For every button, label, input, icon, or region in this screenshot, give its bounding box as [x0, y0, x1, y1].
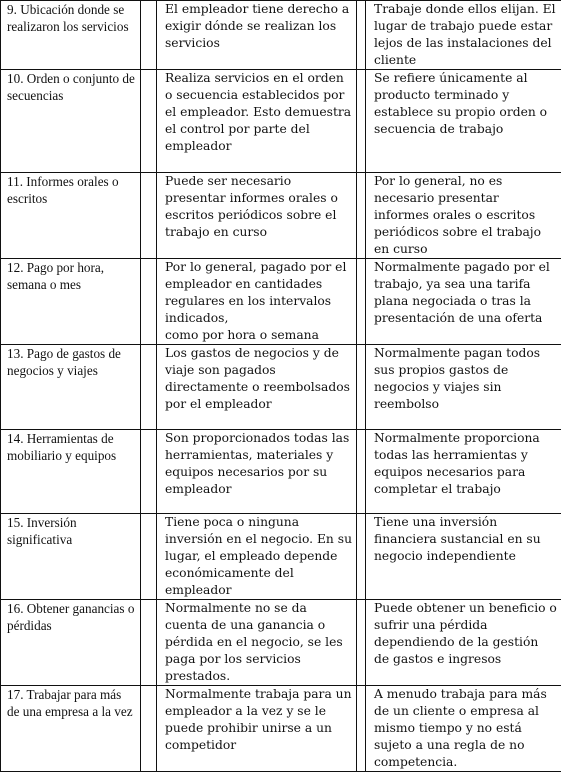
spacer-cell	[357, 430, 366, 514]
factor-cell: 15. Inversión significativa	[1, 514, 141, 600]
spacer-cell	[141, 430, 157, 514]
table-row	[1, 173, 561, 259]
contractor-cell: Por lo general, no es necesario presentar informes orales o escritos periódicos sobre el trabajo en curso	[366, 173, 561, 259]
contractor-cell: Normalmente pagado por el trabajo, ya sea una tarifa plana negociada o tras la presentación de una oferta	[366, 259, 561, 345]
table-row	[1, 345, 561, 430]
spacer-cell	[141, 686, 157, 772]
factor-cell: 9. Ubicación donde se realizaron los servicios	[1, 1, 141, 70]
employee-cell: Tiene poca o ninguna inversión en el negocio. En su lugar, el empleado depende económicamente del empleador	[157, 514, 357, 600]
contractor-cell: A menudo trabaja para más de un cliente o empresa al mismo tiempo y no está sujeto a una regla de no competencia.	[366, 686, 561, 772]
table-row	[1, 70, 561, 173]
table-row	[1, 1, 561, 70]
spacer-cell	[141, 173, 157, 259]
table-row	[1, 430, 561, 514]
employee-cell: Son proporcionados todas las herramientas, materiales y equipos necesarios por su empleador	[157, 430, 357, 514]
spacer-cell	[357, 1, 366, 70]
employee-cell: Realiza servicios en el orden o secuencia establecidos por el empleador. Esto demuestra el control por parte del empleador	[157, 70, 357, 173]
contractor-cell: Puede obtener un beneficio o sufrir una pérdida dependiendo de la gestión de gastos e ingresos	[366, 600, 561, 686]
factor-cell: 11. Informes orales o escritos	[1, 173, 141, 259]
contractor-cell: Trabaje donde ellos elijan. El lugar de trabajo puede estar lejos de las instalaciones del cliente	[366, 1, 561, 70]
employee-cell: Normalmente trabaja para un empleador a la vez y se le puede prohibir unirse a un competidor	[157, 686, 357, 772]
factor-cell: 12. Pago por hora, semana o mes	[1, 259, 141, 345]
spacer-cell	[141, 600, 157, 686]
spacer-cell	[357, 686, 366, 772]
factor-cell: 16. Obtener ganancias o pérdidas	[1, 600, 141, 686]
table-row	[1, 686, 561, 772]
contractor-cell: Normalmente proporciona todas las herramientas y equipos necesarios para completar el trabajo	[366, 430, 561, 514]
employee-cell: Puede ser necesario presentar informes orales o escritos periódicos sobre el trabajo en curso	[157, 173, 357, 259]
factor-cell: 17. Trabajar para más de una empresa a la vez	[1, 686, 141, 772]
spacer-cell	[141, 514, 157, 600]
spacer-cell	[357, 173, 366, 259]
contractor-cell: Normalmente pagan todos sus propios gastos de negocios y viajes sin reembolso	[366, 345, 561, 430]
spacer-cell	[141, 70, 157, 173]
employee-cell: El empleador tiene derecho a exigir dónde se realizan los servicios	[157, 1, 357, 70]
spacer-cell	[141, 259, 157, 345]
table-row	[1, 600, 561, 686]
spacer-cell	[357, 70, 366, 173]
employee-cell: Por lo general, pagado por el empleador en cantidades regulares en los intervalos indicados, como por hora o semana	[157, 259, 357, 345]
factor-cell: 14. Herramientas de mobiliario y equipos	[1, 430, 141, 514]
table-row	[1, 259, 561, 345]
factor-cell: 13. Pago de gastos de negocios y viajes	[1, 345, 141, 430]
factor-cell: 10. Orden o conjunto de secuencias	[1, 70, 141, 173]
table-row	[1, 514, 561, 600]
employee-cell: Los gastos de negocios y de viaje son pagados directamente o reembolsados por el empleador	[157, 345, 357, 430]
contractor-cell: Se refiere únicamente al producto terminado y establece su propio orden o secuencia de trabajo	[366, 70, 561, 173]
spacer-cell	[141, 1, 157, 70]
employee-cell: Normalmente no se da cuenta de una ganancia o pérdida en el negocio, se les paga por los servicios prestados.	[157, 600, 357, 686]
spacer-cell	[357, 514, 366, 600]
spacer-cell	[141, 345, 157, 430]
spacer-cell	[357, 345, 366, 430]
spacer-cell	[357, 600, 366, 686]
contractor-cell: Tiene una inversión financiera sustancial en su negocio independiente	[366, 514, 561, 600]
spacer-cell	[357, 259, 366, 345]
